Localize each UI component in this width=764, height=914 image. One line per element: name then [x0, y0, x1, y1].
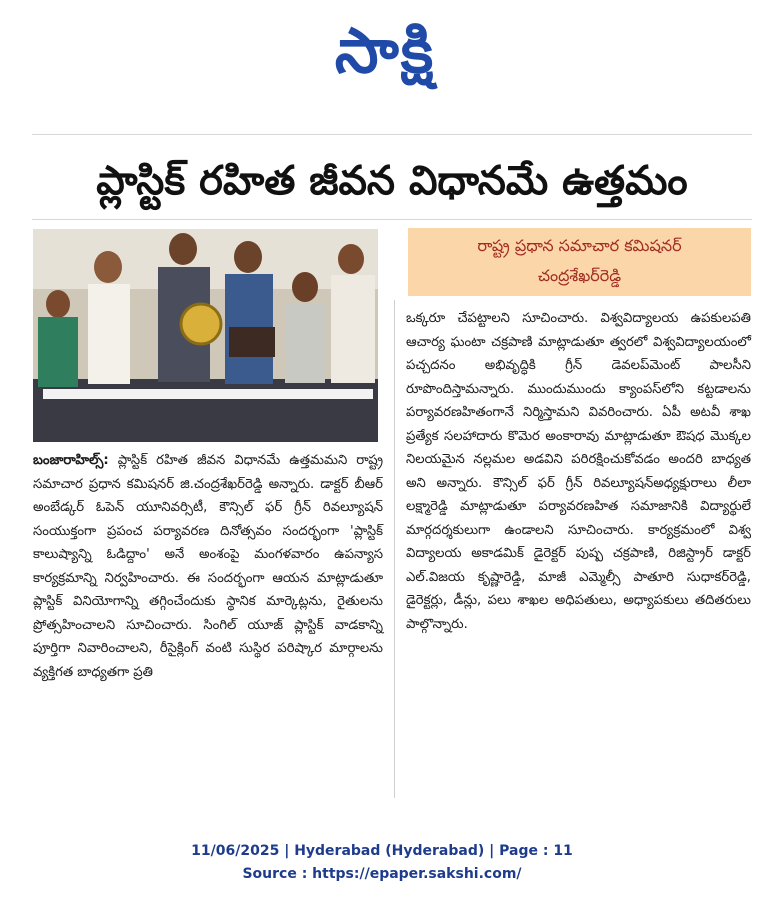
column-1-text: ప్లాస్టిక్ రహిత జీవన విధానమే ఉత్తమమని రాష్ట్ర సమాచార ప్రధాన కమిషనర్ జి.చంద్రశేఖర్‌రెడ్డి అన్నారు. డాక్టర్ బీఆర్ అంబేడ్కర్ ఓపెన్ యూనివర్సిటీ, కౌన్సిల్ ఫర్ గ్రీన్ రివల్యూషన్ సంయుక్తంగా ప్రపంచ పర్యావరణ దినోత్సవం సందర్భంగా 'ప్లాస్టిక్ కాలుష్యాన్ని ఓడిద్దాం' అనే అంశంపై మంగళవారం ఉపన్యాస కార్యక్రమాన్ని నిర్వహించారు. ఈ సందర్భంగా ఆయన మాట్లాడుతూ ప్లాస్టిక్ వినియోగాన్ని తగ్గించేందుకు స్థానిక మార్కెట్లను, రైతులను ప్రోత్సహించాలని సూచించారు. సింగిల్ యూజ్ ప్లాస్టిక్ వాడకాన్ని పూర్తిగా నివారించాలని, రీసైక్లింగ్ వంటి సుస్థిర పరిష్కార మార్గాలను వ్యక్తిగత బాధ్యతగా ప్రతి — [33, 453, 383, 680]
event-photo-illustration — [33, 229, 378, 442]
footer-source-line: Source : https://epaper.sakshi.com/ — [242, 866, 522, 882]
sakshi-logo: సాక్షి — [334, 14, 436, 87]
headline-divider — [32, 219, 752, 220]
masthead — [0, 0, 764, 110]
column-divider — [394, 300, 395, 798]
column-2-text: ఒక్కరూ చేపట్టాలని సూచించారు. విశ్వవిద్యాలయ ఉపకులపతి ఆచార్య ఘంటా చక్రపాణి మాట్లాడుతూ త్వరలో విశ్వవిద్యాలయంలో పచ్చదనం అభివృద్ధికి గ్రీన్ డెవలప్‌మెంట్ పాలసీని రూపొందిస్తామన్నారు. ముందుముందు క్యాంపస్‌లోని కట్టడాలను పర్యావరణహితంగానే నిర్మిస్తామని వివరించారు. ఏపీ అటవీ శాఖ ప్రత్యేక సలహాదారు కొమెర అంకారావు మాట్లాడుతూ ఔషధ మొక్కల నిలయమైన నల్లమల అడవిని పరిరక్షించుకోవడం అందరి బాధ్యత అని అన్నారు. కౌన్సిల్ ఫర్ గ్రీన్ రివల్యూషన్‌అధ్యక్షురాలు లీలా లక్ష్మారెడ్డి మాట్లాడుతూ పర్యావరణహిత సమాజానికి విద్యార్థులే మార్గదర్శకులుగా ఉండాలని సూచించారు. కార్యక్రమంలో విశ్వ విద్యాలయ అకాడమిక్ డైరెక్టర్ పుష్ప చక్రపాణి, రిజిస్ట్రార్ డాక్టర్ ఎల్.విజయ కృష్ణారెడ్డి, మాజీ ఎమ్మెల్సీ పాతూరి సుధాకర్‌రెడ్డి, డైరెక్టర్లు, డీన్లు, పలు శాఖల అధిపతులు, అధ్యాపకులు తదితరులు పాల్గొన్నారు. — [406, 311, 751, 632]
quote-line-name: చంద్రశేఖర్‌రెడ్డి — [537, 266, 622, 285]
dateline: బంజారాహిల్స్: — [33, 453, 109, 468]
event-photo — [33, 229, 378, 442]
quote-line-title: రాష్ట్ర ప్రధాన సమాచార కమిషనర్ — [477, 236, 682, 255]
top-divider — [32, 134, 752, 135]
article-column-2 — [406, 307, 751, 636]
quote-box — [408, 228, 751, 296]
footer-date-line: 11/06/2025 | Hyderabad (Hyderabad) | Page : 11 — [191, 843, 573, 859]
article-column-1 — [33, 449, 383, 684]
headline: ప్లాస్టిక్ రహిత జీవన విధానమే ఉత్తమం — [96, 158, 688, 204]
